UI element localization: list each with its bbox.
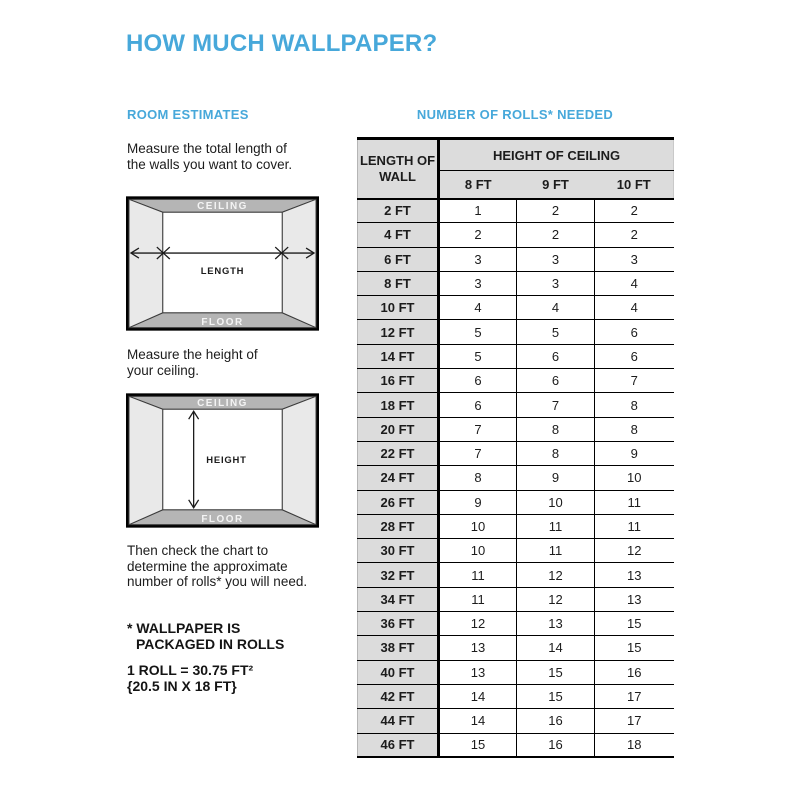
row-label-wall-length: 4 FT — [358, 223, 439, 247]
roll-count-cell: 13 — [439, 636, 517, 660]
roll-count-cell: 8 — [595, 393, 674, 417]
table-row — [358, 466, 674, 490]
row-label-wall-length: 16 FT — [358, 369, 439, 393]
roll-count-cell: 8 — [439, 466, 517, 490]
row-label-wall-length: 34 FT — [358, 587, 439, 611]
roll-count-cell: 3 — [595, 247, 674, 271]
roll-count-cell: 4 — [595, 271, 674, 295]
row-label-wall-length: 6 FT — [358, 247, 439, 271]
row-label-wall-length: 22 FT — [358, 441, 439, 465]
roll-count-cell: 16 — [517, 709, 595, 733]
roll-count-cell: 6 — [517, 369, 595, 393]
length-diagram — [126, 196, 319, 331]
roll-count-cell: 6 — [517, 344, 595, 368]
roll-count-cell: 8 — [517, 417, 595, 441]
table-row — [358, 612, 674, 636]
note1-line1: * WALLPAPER IS — [127, 620, 241, 636]
row-label-wall-length: 12 FT — [358, 320, 439, 344]
row-label-wall-length: 30 FT — [358, 539, 439, 563]
table-row — [358, 684, 674, 708]
roll-count-cell: 8 — [517, 441, 595, 465]
roll-count-cell: 12 — [595, 539, 674, 563]
roll-count-cell: 16 — [595, 660, 674, 684]
roll-count-cell: 17 — [595, 709, 674, 733]
row-label-wall-length: 26 FT — [358, 490, 439, 514]
roll-count-cell: 5 — [439, 320, 517, 344]
table-row — [358, 514, 674, 538]
roll-count-cell: 15 — [595, 636, 674, 660]
roll-count-cell: 10 — [439, 514, 517, 538]
rolls-table — [357, 137, 674, 758]
roll-count-cell: 6 — [595, 320, 674, 344]
room-height-illustration — [126, 393, 319, 528]
roll-count-cell: 13 — [517, 612, 595, 636]
table-row — [358, 417, 674, 441]
roll-count-cell: 3 — [517, 247, 595, 271]
col-header-8ft: 8 FT — [439, 171, 517, 199]
roll-count-cell: 13 — [439, 660, 517, 684]
roll-count-cell: 10 — [595, 466, 674, 490]
wallpaper-rolls-note — [127, 620, 284, 652]
roll-count-cell: 5 — [439, 344, 517, 368]
left-wall-panel — [129, 199, 163, 327]
roll-count-cell: 11 — [517, 539, 595, 563]
roll-count-cell: 2 — [517, 223, 595, 247]
step2-text — [127, 347, 258, 379]
height-dimension-label: HEIGHT — [206, 454, 247, 466]
floor-label: FLOOR — [201, 317, 244, 329]
roll-count-cell: 7 — [595, 369, 674, 393]
roll-count-cell: 14 — [439, 709, 517, 733]
row-label-wall-length: 36 FT — [358, 612, 439, 636]
table-row — [358, 271, 674, 295]
ceiling-label: CEILING — [197, 397, 248, 409]
roll-count-cell: 11 — [595, 514, 674, 538]
roll-count-cell: 2 — [439, 223, 517, 247]
table-row — [358, 733, 674, 757]
step1-text — [127, 141, 292, 173]
roll-count-cell: 3 — [439, 271, 517, 295]
rolls-table-body — [358, 199, 674, 758]
step2-line1: Measure the height of — [127, 347, 258, 362]
roll-count-cell: 2 — [517, 199, 595, 223]
roll-count-cell: 12 — [517, 563, 595, 587]
roll-count-cell: 13 — [595, 587, 674, 611]
roll-count-cell: 10 — [517, 490, 595, 514]
roll-count-cell: 9 — [595, 441, 674, 465]
row-label-wall-length: 28 FT — [358, 514, 439, 538]
length-dimension-label: LENGTH — [200, 265, 245, 277]
row-label-wall-length: 24 FT — [358, 466, 439, 490]
table-row — [358, 636, 674, 660]
roll-count-cell: 10 — [439, 539, 517, 563]
roll-count-cell: 4 — [595, 296, 674, 320]
note2-line2: {20.5 IN X 18 FT} — [127, 678, 237, 694]
right-wall-panel — [282, 396, 316, 524]
table-row — [358, 223, 674, 247]
roll-count-cell: 8 — [595, 417, 674, 441]
roll-size-note — [127, 662, 253, 694]
step1-line2: the walls you want to cover. — [127, 157, 293, 172]
roll-count-cell: 14 — [517, 636, 595, 660]
rolls-needed-heading: NUMBER OF ROLLS* NEEDED — [416, 107, 614, 122]
roll-count-cell: 6 — [439, 393, 517, 417]
col-header-9ft: 9 FT — [517, 171, 595, 199]
row-label-wall-length: 8 FT — [358, 271, 439, 295]
row-label-wall-length: 44 FT — [358, 709, 439, 733]
roll-count-cell: 18 — [595, 733, 674, 757]
step3-line3: number of rolls* you will need. — [127, 574, 308, 589]
roll-count-cell: 11 — [439, 587, 517, 611]
table-row — [358, 199, 674, 223]
back-wall-panel — [163, 212, 282, 312]
table-row — [358, 490, 674, 514]
roll-count-cell: 15 — [595, 612, 674, 636]
table-header-row-1 — [358, 139, 674, 171]
table-row — [358, 296, 674, 320]
step1-line1: Measure the total length of — [127, 141, 287, 156]
roll-count-cell: 15 — [439, 733, 517, 757]
height-diagram — [126, 393, 319, 528]
col-header-length-of-wall: LENGTH OF WALL — [358, 139, 439, 199]
roll-count-cell: 12 — [517, 587, 595, 611]
row-label-wall-length: 46 FT — [358, 733, 439, 757]
roll-count-cell: 13 — [595, 563, 674, 587]
roll-count-cell: 12 — [439, 612, 517, 636]
table-row — [358, 587, 674, 611]
row-label-wall-length: 14 FT — [358, 344, 439, 368]
row-label-wall-length: 18 FT — [358, 393, 439, 417]
roll-count-cell: 6 — [439, 369, 517, 393]
note2-line1: 1 ROLL = 30.75 FT² — [127, 662, 254, 678]
roll-count-cell: 5 — [517, 320, 595, 344]
roll-count-cell: 6 — [595, 344, 674, 368]
right-wall-panel — [282, 199, 316, 327]
table-row — [358, 441, 674, 465]
roll-count-cell: 17 — [595, 684, 674, 708]
table-row — [358, 660, 674, 684]
roll-count-cell: 3 — [517, 271, 595, 295]
roll-count-cell: 15 — [517, 660, 595, 684]
roll-count-cell: 11 — [439, 563, 517, 587]
table-row — [358, 344, 674, 368]
step3-line2: determine the approximate — [127, 558, 288, 574]
row-label-wall-length: 10 FT — [358, 296, 439, 320]
room-estimates-heading: ROOM ESTIMATES — [127, 107, 249, 122]
table-row — [358, 563, 674, 587]
ceiling-label: CEILING — [197, 200, 248, 212]
table-row — [358, 247, 674, 271]
left-wall-panel — [129, 396, 163, 524]
roll-count-cell: 1 — [439, 199, 517, 223]
roll-count-cell: 7 — [517, 393, 595, 417]
roll-count-cell: 4 — [439, 296, 517, 320]
row-label-wall-length: 2 FT — [358, 199, 439, 223]
row-label-wall-length: 20 FT — [358, 417, 439, 441]
roll-count-cell: 9 — [439, 490, 517, 514]
roll-count-cell: 11 — [517, 514, 595, 538]
table-row — [358, 369, 674, 393]
table-row — [358, 320, 674, 344]
note1-line2: PACKAGED IN ROLLS — [136, 636, 285, 652]
row-label-wall-length: 38 FT — [358, 636, 439, 660]
roll-count-cell: 3 — [439, 247, 517, 271]
roll-count-cell: 4 — [517, 296, 595, 320]
room-length-illustration — [126, 196, 319, 331]
table-row — [358, 709, 674, 733]
roll-count-cell: 14 — [439, 684, 517, 708]
page-title: HOW MUCH WALLPAPER? — [126, 30, 438, 57]
roll-count-cell: 16 — [517, 733, 595, 757]
step3-text — [127, 543, 307, 590]
row-label-wall-length: 32 FT — [358, 563, 439, 587]
step2-line2: your ceiling. — [127, 363, 200, 378]
roll-count-cell: 7 — [439, 417, 517, 441]
roll-count-cell: 2 — [595, 199, 674, 223]
table-row — [358, 393, 674, 417]
row-label-wall-length: 40 FT — [358, 660, 439, 684]
col-group-header-height-of-ceiling: HEIGHT OF CEILING — [439, 139, 674, 171]
col-header-10ft: 10 FT — [595, 171, 674, 199]
roll-count-cell: 2 — [595, 223, 674, 247]
roll-count-cell: 7 — [439, 441, 517, 465]
roll-count-cell: 9 — [517, 466, 595, 490]
floor-label: FLOOR — [201, 514, 244, 526]
row-label-wall-length: 42 FT — [358, 684, 439, 708]
roll-count-cell: 11 — [595, 490, 674, 514]
table-row — [358, 539, 674, 563]
roll-count-cell: 15 — [517, 684, 595, 708]
step3-line1: Then check the chart to — [127, 543, 269, 558]
